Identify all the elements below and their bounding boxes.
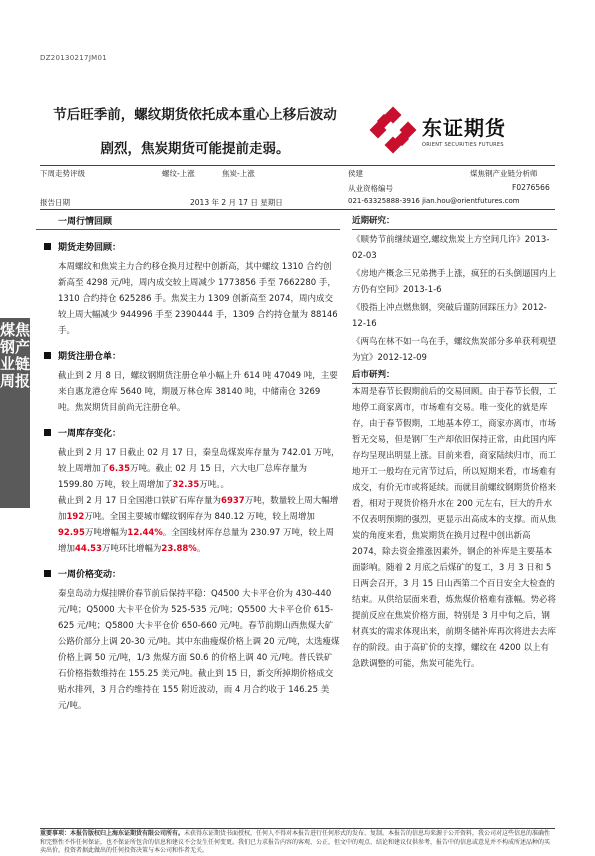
cert-value: F0276566 [512,183,550,192]
inv-highlight: 6937 [221,496,245,506]
bullet-futures-trend [44,240,340,253]
section-weekly-review: 一周行情回顾 [36,214,340,230]
inv-highlight: 6.35 [109,464,130,474]
warehouse-receipts-text: 截止到 2 月 8 日，螺纹钢期货注册仓单小幅上升 614 吨 47049 吨，主要来自惠龙港仓库 5640 吨，期晟万林仓库 38140 吨，中储南仓 3269 吨。焦炭期货目前尚无注册仓单。 [58,371,338,413]
report-link[interactable]: 《股指上冲点燃焦钢，突破后谨防回踩压力》2012-12-16 [352,303,547,329]
meta-divider [40,209,555,210]
title-line-2: 剧烈，焦炭期货可能提前走弱。 [100,141,290,157]
outlook-text: 本周是春节长假期前后的交易回顾。由于春节长假，工地停工商家离市，市场难有交易。唯一变化的就是库存，由于春节假期，工地基本停工，商家亦离市，市场暂无交易，但是钢厂生产却依旧保持正常，由此国内库存均呈现出明显上涨。目前来看，商家陆续归市，而工地开工一般均在元宵节过后，所以短期来看，市场难有成交，有价无市或将延续。而就目前螺纹钢期货价格来看，相对于现货价格升水在 200 元左右，巨大的升水不仅表明预期的强烈，更显示出高成本的支撑。而从焦炭的角度来看，焦炭期货在换月过程中创出新高 2074，除去资金推涨因素外，钢企的补库是主要基本面影响。随着 2 月底之后煤矿的复工，3 月 3 日和 5 日两会召开，3 月 15 日山西第二个百日安全大检查的结束。从供给层面来看，炼焦煤价格难有涨幅。势必将提前反应在焦炭价格方面，特别是 3 月中旬之后，钢材真实的需求体现出来，前期冬储补库再次将进去去库存的阶段。由于高矿价的支撑，螺纹在 4200 以上有急跌调整的可能，焦炭可能先行。 [352,387,557,669]
inventory-change-title: 一周库存变化： [58,429,122,439]
bullet-square-icon [44,352,51,359]
disclaimer [40,830,555,856]
inventory-coal-text [58,445,340,493]
logo-name-en: ORIENT SECURITIES FUTURES [422,142,504,148]
inv-text: 万吨，数量较上周大幅增加 [58,496,339,522]
rating-label: 下周走势评级 [40,169,85,178]
left-column [58,214,340,714]
bullet-square-icon [44,243,51,250]
date-value: 2013 年 2 月 17 日 星期日 [190,198,283,207]
inv-highlight: 12.44% [127,528,163,538]
inv-text: 。全国线材库存总量为 230.97 万吨，较上周增加 [58,528,334,554]
cert-label: 从业资格编号 [348,184,393,193]
analyst-name: 侯建 [348,169,363,178]
inv-highlight: 92.95 [58,528,85,538]
inv-text: 。 [196,544,206,554]
futures-trend-text: 本周螺纹和焦炭主力合约移仓换月过程中创新高，其中螺纹 1310 合约创新高至 4298 元/吨，周内成交较上周减少 1773856 手至 7662280 手，1310 合约持仓 625286 手。焦炭主力 1309 创新高至 2074，周内成交较上周大幅减少 944996 手至 2390444 手，1309 合约持仓量为 88146手。 [58,262,338,336]
futures-trend-title: 期货走势回顾： [58,243,122,253]
inv-text: 万吨。。 [199,480,230,490]
report-link[interactable]: 《顺势节前继续逼空,螺纹焦炭上方空间几许》2013-02-03 [352,235,550,261]
bullet-price-change [44,567,340,580]
outlook-title: 后市研判： [352,368,557,384]
disclaimer-copyright: 本报告版权归上海东证期货有限公司所有。 [70,830,185,837]
document-code: DZ20130217JM01 [40,54,108,62]
footer-divider [40,828,555,829]
report-link[interactable]: 《两鸟在林不如一鸟在手，螺纹焦炭部分多单获利观望为宜》2012-12-09 [352,337,557,363]
right-column [352,214,557,672]
inv-text: 万吨。截止 02 月 15 日，六大电厂总库存量为 1599.80 万吨，较上周增加了 [58,464,307,490]
price-change-title: 一周价格变动： [58,570,122,580]
bullet-square-icon [44,570,51,577]
report-title [40,98,350,166]
recent-research-title: 近期研究： [352,214,557,230]
rating-coke: 焦炭-上涨 [222,169,255,178]
bullet-inventory-change [44,426,340,439]
contact-info: 021-63325888-3916 jian.hou@orientfutures.com [348,197,520,205]
rating-rebar: 螺纹-上涨 [162,169,195,178]
bullet-square-icon [44,429,51,436]
inv-highlight: 32.35 [172,480,200,490]
sidebar-title: 煤焦钢产业链周报 [0,321,31,390]
inv-highlight: 23.88% [161,544,197,554]
inv-highlight: 192 [66,512,85,522]
inv-text: 截止到 2 月 17 日截止 02 月 17 日，秦皇岛煤炭库存量为 742.01 万吨，较上周增加了 [58,448,340,474]
orient-logo-icon [370,107,416,153]
header-divider [40,165,555,166]
title-line-1: 节后旺季前，螺纹期货依托成本重心上移后波动 [53,107,337,123]
inv-text: 万吨增幅为 [84,528,128,538]
date-label: 报告日期 [40,198,70,207]
report-link[interactable]: 《房地产概念三兄弟携手上涨，疯狂的石头倒逼国内上方仍有空间》2013-1-6 [352,269,557,295]
inv-text: 万吨环比增幅为 [101,544,162,554]
warehouse-receipts-title: 期货注册仓单： [58,352,122,362]
inventory-ore-text [58,493,340,557]
inv-text: 万吨。全国主要城市螺纹钢库存为 840.12 万吨，较上周增加 [84,512,315,522]
disclaimer-text: 未获得东证期货书面授权，任何人不得对本报告进行任何形式的发布、复制。本报告的信息均来源于公开资料，我公司对这些信息的准确性和完整性不作任何保证，也不保证所包含的信息和建议不会发生任何变更。我们已力求报告内容的客观、公正，但文中的观点、结论和建议仅供参考，报告中的信息或意见并不构成所述品种的买卖出价，投资者据此做出的任何投资决策与本公司和作者无关。 [40,830,551,854]
price-change-text: 秦皇岛动力煤挂牌价春节前后保持平稳：Q4500 大卡平仓价为 430-440 元/吨；Q5000 大卡平仓价为 525-535 元/吨；Q5500 大卡平仓价 615-625 元/吨；Q5800 大卡平仓价 650-660 元/吨。春节前期山西焦煤大矿公路价部分上调 20-30 元/吨。其中东曲瘦煤价格上调 20 元/吨，太选瘦煤价格上调 50 元/吨，1/3 焦煤方面 S0.6 的价格上调 40 元/吨。普氏铁矿石价格指数维持在 155.25 美元/吨。截止到 15 日，新交所掉期价格成交贴水排列，3 月合约维持在 155 附近波动，而 4 月合约收于 146.25 美元/吨。 [58,589,340,711]
analyst-title: 煤焦钢产业链分析师 [470,169,538,178]
bullet-warehouse-receipts [44,349,340,362]
inv-highlight: 44.53 [75,544,102,554]
company-logo [370,105,555,155]
inv-text: 截止到 2 月 17 日全国港口铁矿石库存量为 [58,496,222,506]
logo-name-cn: 东证期货 [422,116,506,140]
disclaimer-label: 重要事项： [40,830,71,837]
